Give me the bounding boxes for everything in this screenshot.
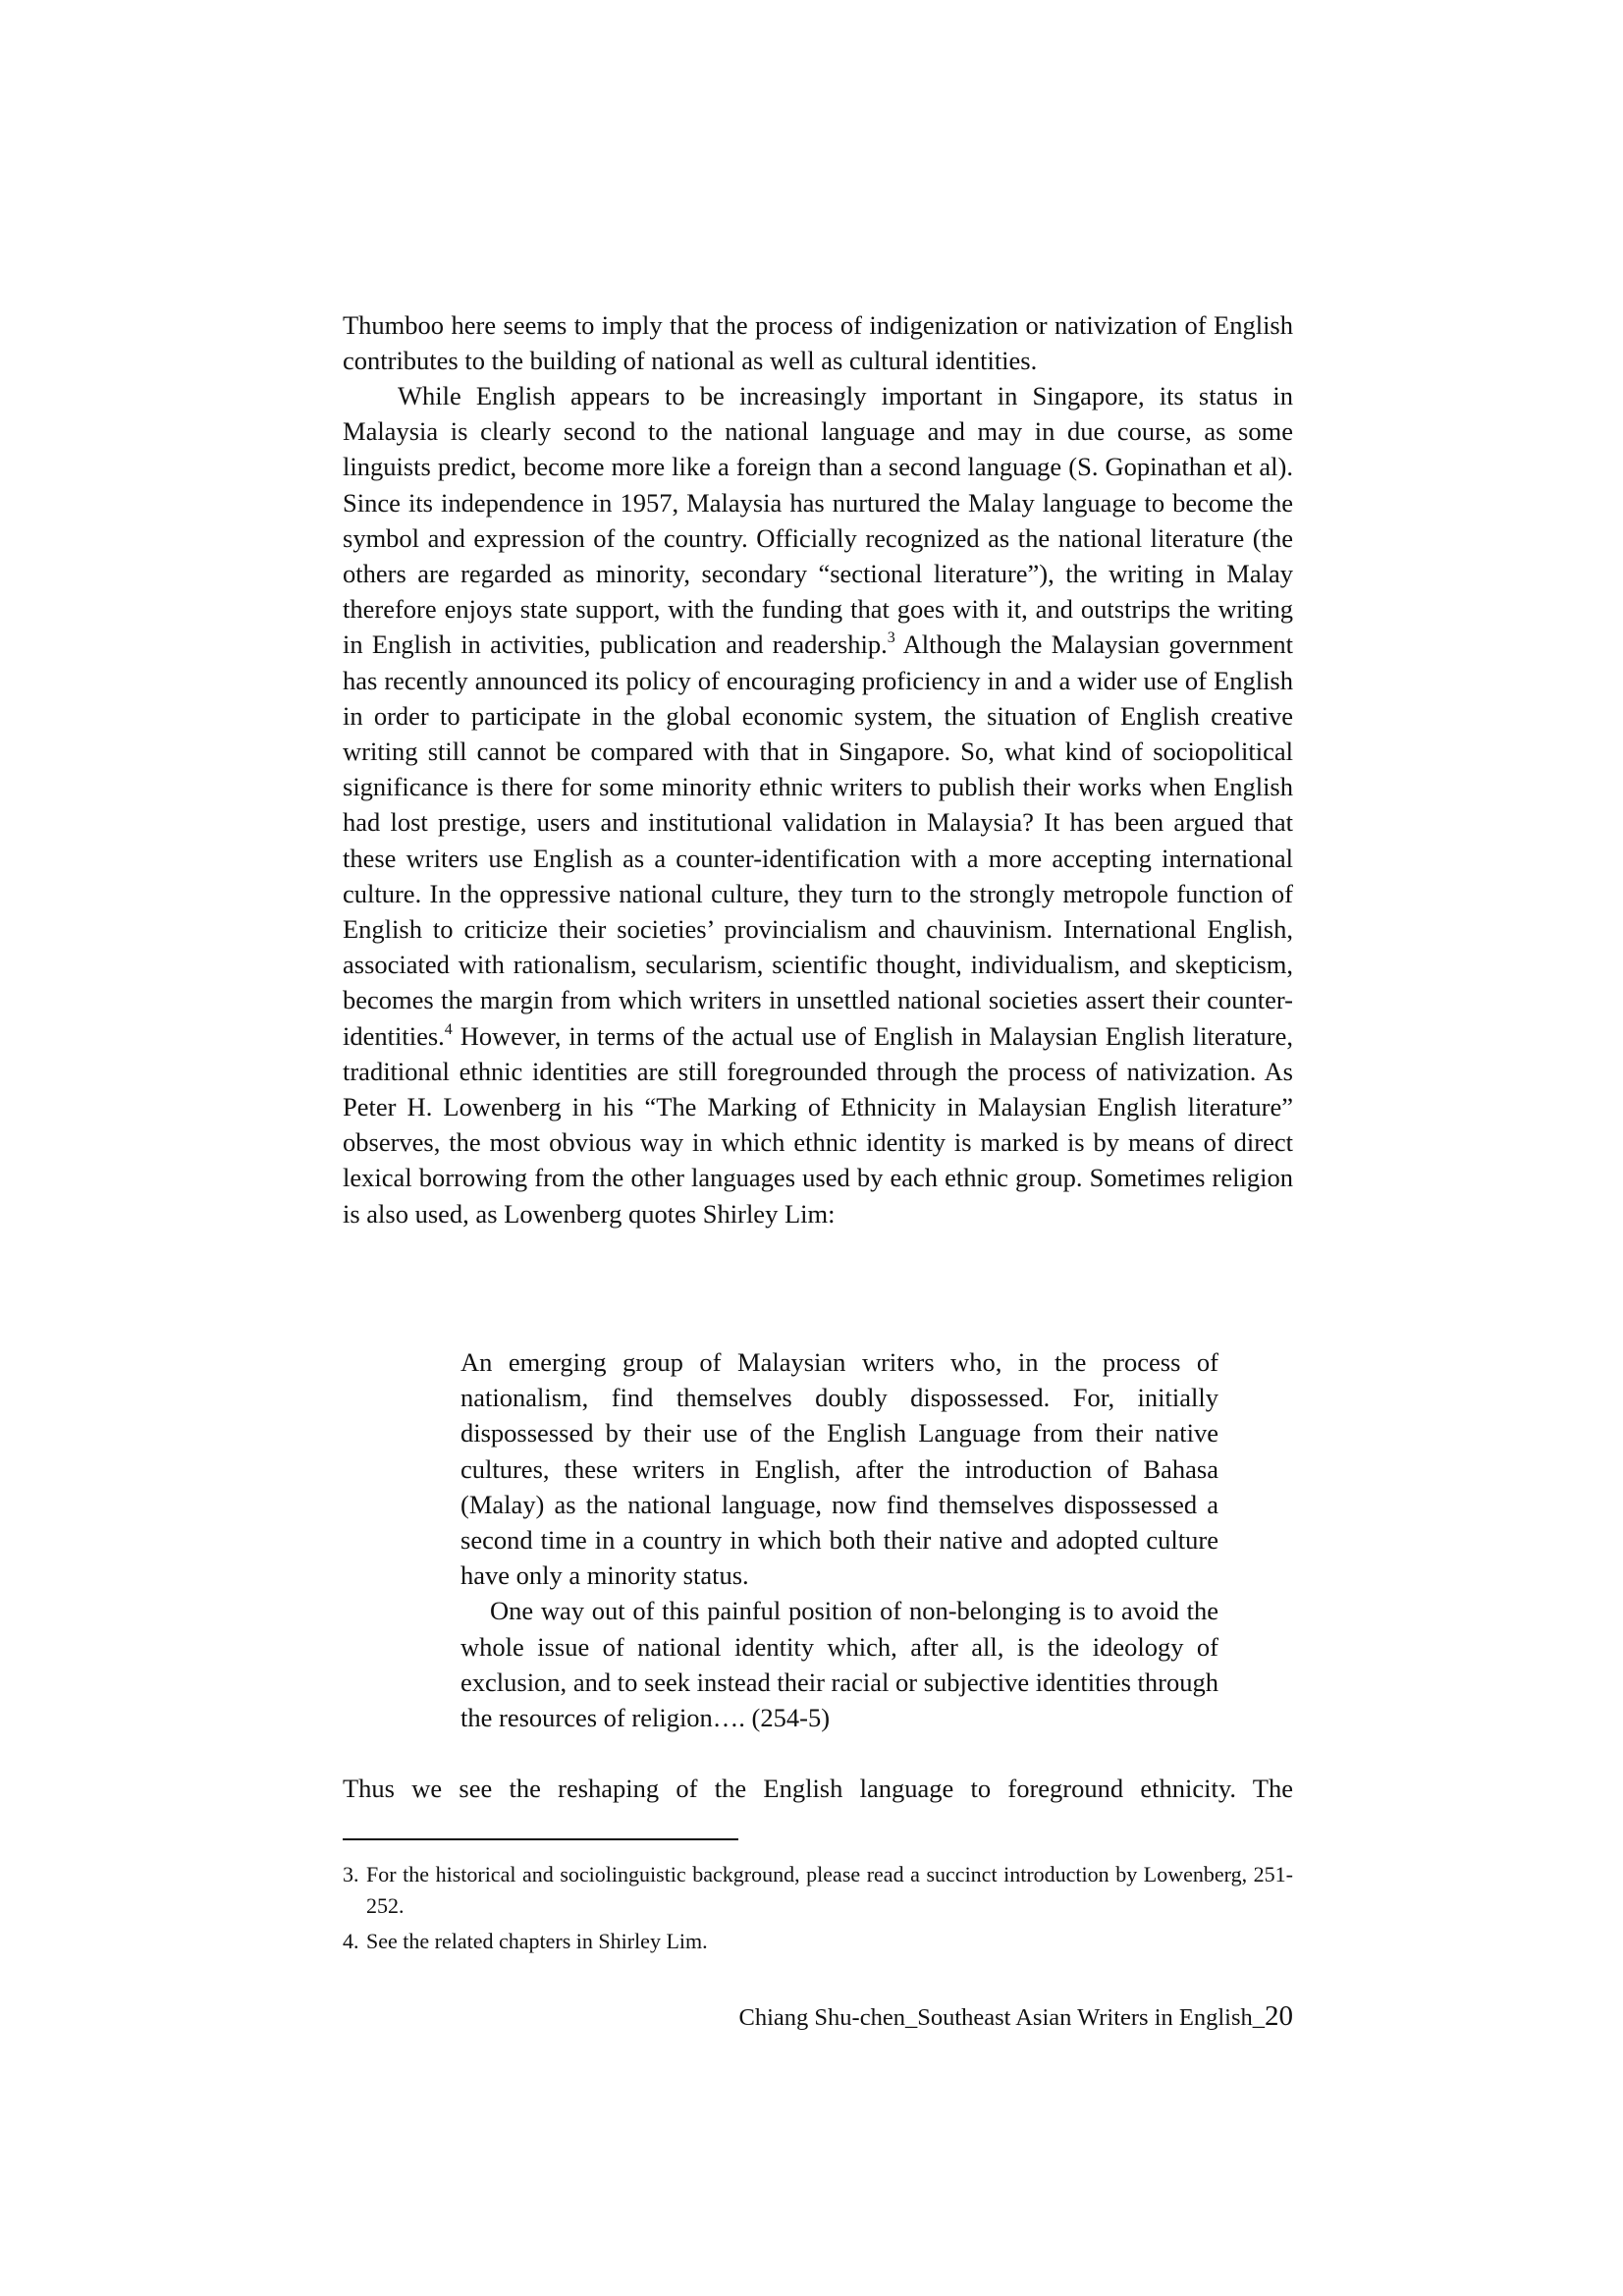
paragraph-text: Thus we see the reshaping of the English language to foreground ethnicity. The [343, 1774, 1293, 1803]
footnote-text: For the historical and sociolinguistic background, please read a succinct introduction by Lowenberg, 251-252. [366, 1862, 1293, 1918]
block-quote [460, 1344, 1218, 1735]
paragraph-segment: While English appears to be increasingly important in Singapore, its status in Malaysia is clearly second to the national language and may in due course, as some linguists predict, become more like a foreign than a second language (S. Gopinathan et al). Since its independence in 1957, Malaysia has nurtured the Malay language to become the symbol and expression of the country. Officially recognized as the national literature (the others are regarded as minority, secondary “sectional literature”), the writing in Malay therefore enjoys state support, with the funding that goes with it, and outstrips the writing in English in activities, publication and readership. [343, 381, 1293, 660]
paragraph-segment: Although the Malaysian government has recently announced its policy of encouraging proficiency in and a wider use of English in order to participate in the global economic system, the situation of English creative writing still cannot be compared with that in Singapore. So, what kind of sociopolitical significance is there for some minority ethnic writers to publish their works when English had lost prestige, users and institutional validation in Malaysia? It has been argued that these writers use English as a counter-identification with a more accepting international culture. In the oppressive national culture, they turn to the strongly metropole function of English to criticize their societies’ provincialism and chauvinism. International English, associated with rationalism, secularism, scientific thought, individualism, and skepticism, becomes the margin from which writers in unsettled national societies assert their counter-identities. [343, 629, 1293, 1051]
body-paragraph-3 [343, 1771, 1293, 1806]
footnote-4 [343, 1926, 1293, 1957]
quote-paragraph-1: An emerging group of Malaysian writers who, in the process of nationalism, find themselves doubly dispossessed. For, initially dispossessed by their use of the English Language from their native cultures, these writers in English, after the introduction of Bahasa (Malay) as the national language, now find themselves dispossessed a second time in a country in which both their native and adopted culture have only a minority status. [460, 1347, 1218, 1591]
footnote-3 [343, 1859, 1293, 1922]
footnotes [343, 1859, 1293, 1957]
running-footer [687, 1998, 1293, 2036]
footnote-number: 4. [343, 1929, 359, 1953]
footnote-number: 3. [343, 1862, 359, 1886]
quote-paragraph-2: One way out of this painful position of non-belonging is to avoid the whole issue of national identity which, after all, is the ideology of exclusion, and to seek instead their racial or subjective identities through the resources of religion…. (254-5) [460, 1596, 1218, 1733]
paragraph-text [343, 378, 1293, 1231]
paragraph-text: Thumboo here seems to imply that the process of indigenization or nativization of English contributes to the building of national as well as cultural identities. [343, 310, 1293, 376]
footnote-separator [343, 1838, 738, 1840]
page-number: 20 [1265, 2000, 1293, 2032]
body-paragraph-2 [343, 378, 1293, 1231]
footnote-ref-3: 3 [887, 629, 895, 647]
body-paragraph-1 [343, 307, 1293, 378]
footnote-ref-4: 4 [444, 1020, 453, 1038]
paragraph-segment: However, in terms of the actual use of English in Malaysian English literature, traditional ethnic identities are still foregrounded through the process of nativization. As Peter H. Lowenberg in his “The Marking of Ethnicity in Malaysian English literature” observes, the most obvious way in which ethnic identity is marked is by means of direct lexical borrowing from the other languages used by each ethnic group. Sometimes religion is also used, as Lowenberg quotes Shirley Lim: [343, 1020, 1293, 1229]
footer-title: Chiang Shu-chen_Southeast Asian Writers in English_ [738, 2004, 1265, 2031]
footnote-text: See the related chapters in Shirley Lim. [366, 1929, 708, 1953]
